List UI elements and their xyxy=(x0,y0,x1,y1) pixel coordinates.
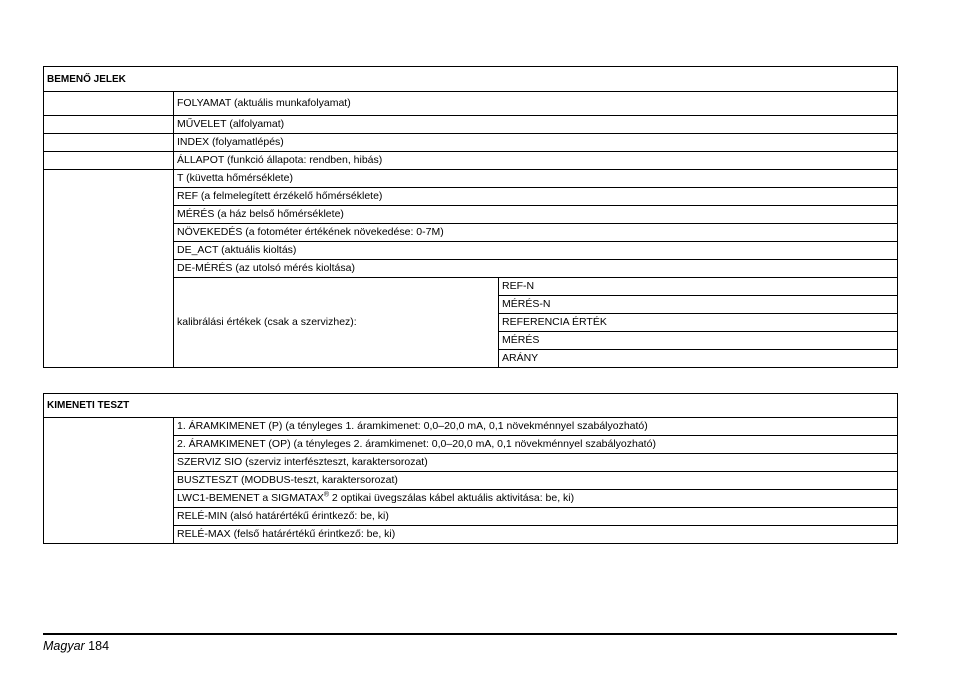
row-t: T (küvetta hőmérséklete) xyxy=(174,170,898,188)
output-test-header: KIMENETI TESZT xyxy=(44,394,898,418)
calibration-item: REF-N xyxy=(499,278,898,296)
lwc1-text-rest: 2 optikai üvegszálas kábel aktuális aktivitása: be, ki) xyxy=(329,492,575,504)
row-aram-op: 2. ÁRAMKIMENET (OP) (a tényleges 2. áramkimenet: 0,0–20,0 mA, 0,1 növekménnyel szabályozható) xyxy=(174,436,898,454)
row-index: INDEX (folyamatlépés) xyxy=(174,134,898,152)
row-meres: MÉRÉS (a ház belső hőmérséklete) xyxy=(174,206,898,224)
row-muvelet: MŰVELET (alfolyamat) xyxy=(174,116,898,134)
row-rele-max: RELÉ-MAX (felső határértékű érintkező: be, ki) xyxy=(174,526,898,544)
row-de-meres: DE-MÉRÉS (az utolsó mérés kioltása) xyxy=(174,260,898,278)
registered-mark: ® xyxy=(323,491,330,499)
calibration-item: REFERENCIA ÉRTÉK xyxy=(499,314,898,332)
row-de-act: DE_ACT (aktuális kioltás) xyxy=(174,242,898,260)
empty-cell xyxy=(44,170,174,368)
row-lwc1 xyxy=(174,490,898,508)
empty-cell xyxy=(44,116,174,134)
calibration-item: MÉRÉS-N xyxy=(499,296,898,314)
empty-cell xyxy=(44,418,174,544)
empty-cell xyxy=(44,152,174,170)
calibration-item: ARÁNY xyxy=(499,350,898,368)
empty-cell xyxy=(44,92,174,116)
row-ref: REF (a felmelegített érzékelő hőmérséklete) xyxy=(174,188,898,206)
lwc1-text: LWC1-BEMENET a SIGMATAX xyxy=(177,492,324,504)
empty-cell xyxy=(44,134,174,152)
footer-divider xyxy=(43,633,897,635)
row-rele-min: RELÉ-MIN (alsó határértékű érintkező: be, ki) xyxy=(174,508,898,526)
row-allapot: ÁLLAPOT (funkció állapota: rendben, hibás) xyxy=(174,152,898,170)
row-kalibralas: kalibrálási értékek (csak a szervizhez): xyxy=(174,278,499,368)
calibration-item: MÉRÉS xyxy=(499,332,898,350)
row-novekedes: NÖVEKEDÉS (a fotométer értékének növekedése: 0-7M) xyxy=(174,224,898,242)
input-signals-table xyxy=(43,66,898,368)
page-footer xyxy=(43,639,109,654)
output-test-table xyxy=(43,393,898,544)
row-buszteszt: BUSZTESZT (MODBUS-teszt, karaktersorozat) xyxy=(174,472,898,490)
footer-language: Magyar xyxy=(43,639,85,653)
row-folyamat: FOLYAMAT (aktuális munkafolyamat) xyxy=(174,92,898,116)
row-aram-p: 1. ÁRAMKIMENET (P) (a tényleges 1. áramkimenet: 0,0–20,0 mA, 0,1 növekménnyel szabályozható) xyxy=(174,418,898,436)
row-szerviz-sio: SZERVIZ SIO (szerviz interfészteszt, karaktersorozat) xyxy=(174,454,898,472)
input-signals-header: BEMENŐ JELEK xyxy=(44,67,898,92)
footer-page-number: 184 xyxy=(88,639,110,653)
